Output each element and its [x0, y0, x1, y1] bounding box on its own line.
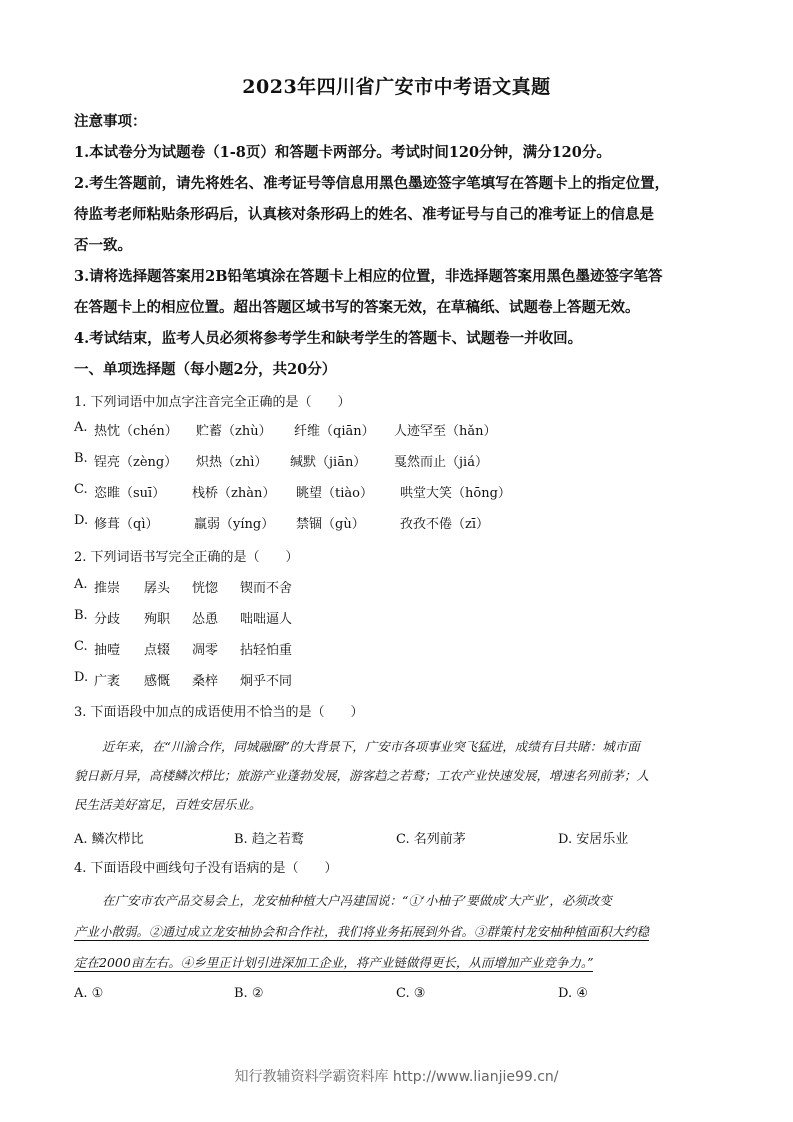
option-word: 恍惚: [192, 581, 219, 596]
option-word: 分歧: [94, 612, 121, 627]
option-word: 眺望（tiào）: [296, 486, 373, 501]
option-label: B.: [74, 608, 88, 623]
notice-line-3: 待监考老师粘贴条形码后，认真核对条形码上的姓名、准考证号与自己的准考证上的信息是: [74, 206, 654, 223]
option-word: 戛然而止（jiá）: [394, 455, 488, 470]
underlined-sentence: 产业小散弱。②通过成立龙安柚协会和合作社，我们将业务拓展到外省。③群策村龙安柚种植面积大约稳: [74, 924, 650, 939]
notice-line-5: 3.请将选择题答案用2B铅笔填涂在答题卡上相应的位置，非选择题答案用黑色墨迹签字笔答: [74, 268, 663, 285]
option-word: 桑梓: [192, 674, 219, 689]
option-word: 栈桥（zhàn）: [192, 486, 276, 501]
notice-heading: 注意事项：: [74, 113, 147, 130]
option-b: B. 趋之若鹜: [234, 832, 304, 847]
option-word: 炽热（zhì）: [196, 455, 268, 470]
option-word: 咄咄逼人: [240, 612, 293, 627]
option-word: 孱头: [144, 581, 171, 596]
option-word: 热忱（chén）: [94, 424, 178, 439]
underlined-sentence: 定在2000亩左右。④乡里正计划引进深加工企业，将产业链做得更长，从而增加产业竞争力。”: [74, 955, 594, 970]
option-b: B. ②: [234, 986, 264, 1001]
q3-passage-line-2: 貌日新月异，高楼鳞次栉比；旅游产业蓬勃发展，游客趋之若鹜；工农产业快速发展，增速名列前茅；人: [74, 768, 650, 783]
option-word: 禁锢（gù）: [296, 517, 365, 532]
option-word: 恣睢（suī）: [94, 486, 166, 501]
option-word: 哄堂大笑（hōng）: [400, 486, 511, 501]
notice-line-1: 1.本试卷分为试题卷（1-8页）和答题卡两部分。考试时间120分钟，满分120分。: [74, 144, 611, 161]
option-word: 纤维（qiān）: [294, 424, 375, 439]
option-c: C. 名列前茅: [396, 832, 466, 847]
option-label: D.: [74, 513, 89, 528]
option-word: 拈轻怕重: [240, 643, 293, 658]
option-word: 修葺（qì）: [94, 517, 159, 532]
option-word: 人迹罕至（hǎn）: [394, 424, 497, 439]
option-c: C. ③: [396, 986, 426, 1001]
q1-stem: 1. 下列词语中加点字注音完全正确的是（ ）: [74, 395, 351, 410]
notice-line-6: 在答题卡上的相应位置。超出答题区域书写的答案无效，在草稿纸、试题卷上答题无效。: [74, 299, 640, 316]
option-word: 缄默（jiān）: [290, 455, 367, 470]
option-word: 广袤: [94, 674, 121, 689]
option-d: D. 安居乐业: [558, 832, 629, 847]
q4-passage-line-3: [74, 953, 593, 971]
option-word: 点辍: [144, 643, 171, 658]
notice-line-4: 否一致。: [74, 237, 132, 254]
q4-passage-line-2: [74, 922, 649, 940]
option-word: 羸弱（yíng）: [194, 517, 275, 532]
option-word: 锲而不舍: [240, 581, 293, 596]
section-heading: 一、单项选择题（每小题2分，共20分）: [74, 361, 337, 378]
q2-stem: 2. 下列词语书写完全正确的是（ ）: [74, 550, 299, 565]
q3-passage-line-1: 近年来，在“川渝合作，同城融圈”的大背景下，广安市各项事业突飞猛进，成绩有目共睹：城市面: [102, 739, 640, 754]
option-word: 凋零: [192, 643, 219, 658]
option-label: C.: [74, 639, 88, 654]
notice-line-7: 4.考试结束，监考人员必须将参考学生和缺考学生的答题卡、试题卷一并收回。: [74, 330, 583, 347]
option-word: 抽噎: [94, 643, 121, 658]
option-a: A. ①: [74, 986, 104, 1001]
notice-line-2: 2.考生答题前，请先将姓名、准考证号等信息用黑色墨迹签字笔填写在答题卡上的指定位置，: [74, 175, 670, 192]
option-word: 锃亮（zèng）: [94, 455, 178, 470]
option-word: 贮蓄（zhù）: [196, 424, 272, 439]
q4-stem: 4. 下面语段中画线句子没有语病的是（ ）: [74, 861, 338, 876]
q3-stem: 3. 下面语段中加点的成语使用不恰当的是（ ）: [74, 705, 364, 720]
option-word: 孜孜不倦（zī）: [400, 517, 490, 532]
footer-watermark: 知行教辅资料学霸资料库 http://www.lianjie99.cn/: [234, 1069, 559, 1085]
option-a: A. 鳞次栉比: [74, 832, 144, 847]
option-label: A.: [74, 577, 88, 592]
option-word: 怂恿: [192, 612, 219, 627]
page-title: 2023年四川省广安市中考语文真题: [242, 76, 551, 98]
option-label: B.: [74, 451, 88, 466]
option-label: C.: [74, 482, 88, 497]
option-word: 推崇: [94, 581, 121, 596]
option-d: D. ④: [558, 986, 588, 1001]
option-label: D.: [74, 670, 89, 685]
option-word: 感慨: [144, 674, 171, 689]
option-word: 炯乎不同: [240, 674, 293, 689]
q3-passage-line-3: 民生活美好富足，百姓安居乐业。: [74, 797, 262, 812]
q4-passage-line-1: 在广安市农产品交易会上，龙安柚种植大户冯建国说：“①‘小柚子’要做成‘大产业’，必须改变: [102, 893, 612, 908]
option-label: A.: [74, 420, 88, 435]
option-word: 殉职: [144, 612, 171, 627]
